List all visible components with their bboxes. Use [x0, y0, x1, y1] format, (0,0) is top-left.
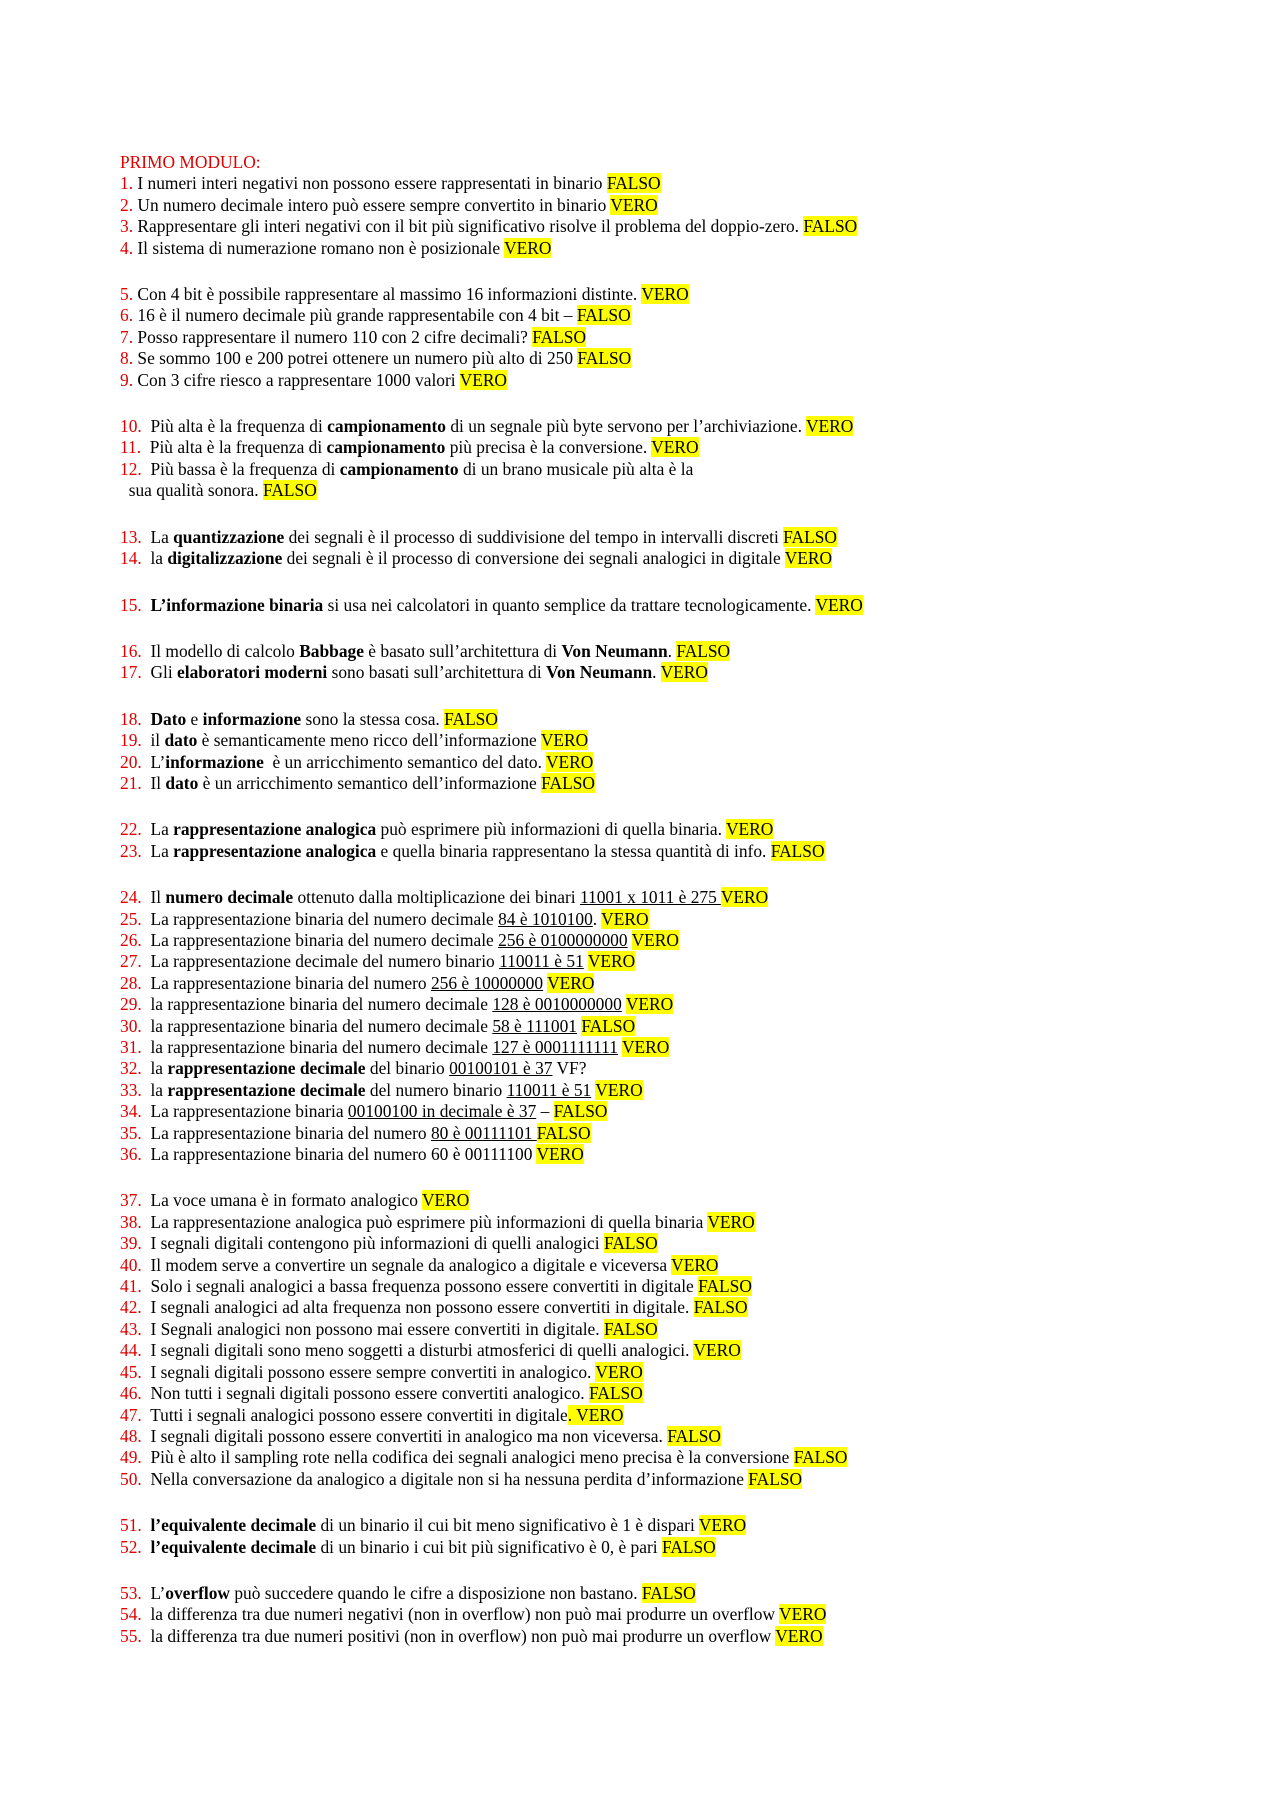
question-text: Il — [141, 772, 166, 793]
question-line — [120, 1101, 1180, 1122]
answer-highlight: FALSO — [770, 840, 825, 861]
question-number: 20. — [120, 751, 142, 772]
question-number: 23. — [120, 840, 142, 861]
bold-term: numero decimale — [165, 887, 294, 908]
question-text: la rappresentazione binaria del numero decimale — [141, 1015, 493, 1036]
question-line — [120, 1058, 1180, 1079]
answer-highlight: VERO — [595, 1361, 643, 1382]
question-text: Se sommo 100 e 200 potrei ottenere un numero più alto di 250 — [133, 348, 578, 369]
bold-term: informazione — [202, 708, 302, 729]
question-text: il — [141, 730, 165, 751]
question-number: 24. — [120, 887, 142, 908]
question-line — [120, 1080, 1180, 1101]
question-text: Solo i segnali analogici a bassa frequenza possono essere convertiti in digitale — [141, 1276, 699, 1297]
question-line — [120, 1604, 1180, 1625]
question-text: del binario — [365, 1058, 450, 1079]
question-text: I segnali digitali possono essere convertiti in analogico ma non viceversa. — [141, 1425, 668, 1446]
group-spacer — [120, 1558, 1180, 1583]
underlined-value: 00100100 in decimale è 37 — [347, 1101, 537, 1122]
question-line — [120, 1515, 1180, 1536]
bold-term: rappresentazione analogica — [173, 840, 377, 861]
question-line — [120, 1583, 1180, 1604]
underlined-value: 80 è 00111101 — [430, 1122, 537, 1143]
question-text: la rappresentazione binaria del numero decimale — [141, 994, 493, 1015]
question-line — [120, 527, 1180, 548]
answer-highlight: FALSO — [577, 348, 632, 369]
question-text: . — [667, 640, 677, 661]
question-number: 52. — [120, 1536, 142, 1557]
question-text: La rappresentazione binaria del numero — [141, 1122, 431, 1143]
question-number: 1. — [120, 173, 134, 194]
question-text: ottenuto dalla moltiplicazione dei binari — [293, 887, 580, 908]
answer-highlight: FALSO — [693, 1297, 748, 1318]
question-number: 31. — [120, 1037, 142, 1057]
question-text: dei segnali è il processo di suddivisione del tempo in intervalli discreti — [284, 526, 784, 547]
question-line — [120, 1319, 1180, 1340]
question-number: 21. — [120, 772, 142, 793]
question-number: 53. — [120, 1582, 142, 1603]
question-number: 6. — [120, 305, 134, 326]
underlined-value: 11001 x 1011 è 275 — [579, 887, 721, 908]
question-text: I Segnali analogici non possono mai essere convertiti in digitale. — [141, 1318, 604, 1339]
bold-term: Dato — [150, 708, 187, 729]
question-text: di un binario il cui bit meno significativo è 1 è dispari — [316, 1515, 699, 1536]
group-spacer — [120, 684, 1180, 709]
question-text: Tutti i segnali analogici possono essere convertiti in digitale — [141, 1404, 568, 1425]
question-number: 46. — [120, 1383, 142, 1404]
question-line — [120, 752, 1180, 773]
answer-highlight: FALSO — [536, 1122, 591, 1143]
bold-term: l’equivalente decimale — [150, 1536, 317, 1557]
bold-term: l’equivalente decimale — [150, 1515, 317, 1536]
question-text: e — [186, 708, 203, 729]
bold-term: digitalizzazione — [167, 548, 283, 569]
question-line — [120, 1340, 1180, 1361]
question-number: 49. — [120, 1447, 142, 1468]
answer-highlight: VERO — [775, 1625, 823, 1646]
answer-highlight: FALSO — [783, 526, 837, 547]
group-spacer — [120, 502, 1180, 527]
question-line — [120, 709, 1180, 730]
question-number: 36. — [120, 1144, 142, 1165]
question-text: e quella binaria rappresentano la stessa quantità di info. — [376, 840, 771, 861]
question-text: La rappresentazione decimale del numero binario — [141, 951, 500, 972]
question-text: sua qualità sonora. — [120, 480, 263, 501]
question-line — [120, 909, 1180, 930]
question-text: I segnali analogici ad alta frequenza non possono essere convertiti in digitale. — [141, 1297, 694, 1318]
question-line — [120, 819, 1180, 840]
question-text: la — [141, 1058, 168, 1079]
question-line — [120, 1297, 1180, 1318]
underlined-value: 256 è 0100000000 — [498, 929, 628, 950]
question-number: 33. — [120, 1079, 142, 1100]
question-line — [120, 595, 1180, 616]
answer-highlight: VERO — [698, 1515, 747, 1536]
question-line — [120, 480, 1180, 501]
underlined-value: 128 è 0010000000 — [492, 994, 622, 1015]
question-text: La rappresentazione binaria del numero 60 è 00111100 — [141, 1144, 537, 1165]
question-text: La — [141, 819, 174, 840]
question-text: può esprimere più informazioni di quella binaria. — [376, 819, 726, 840]
question-number: 39. — [120, 1233, 142, 1254]
question-number: 43. — [120, 1318, 142, 1339]
underlined-value: 84 è 1010100 — [498, 908, 593, 929]
question-text: sono basati sull’architettura di — [327, 662, 547, 683]
bold-term: rappresentazione decimale — [167, 1058, 366, 1079]
answer-highlight: VERO — [779, 1604, 827, 1625]
answer-highlight: VERO — [536, 1144, 584, 1165]
question-text: è basato sull’architettura di — [363, 640, 562, 661]
question-number: 19. — [120, 730, 142, 751]
group-spacer — [120, 616, 1180, 641]
question-text: VF? — [552, 1058, 587, 1079]
answer-highlight: . VERO — [567, 1404, 624, 1425]
answer-highlight: VERO — [726, 819, 774, 840]
question-text: la — [141, 548, 168, 569]
question-text: – — [536, 1101, 554, 1122]
question-text: può succedere quando le cifre a disposizione non bastano. — [229, 1582, 642, 1603]
answer-highlight: VERO — [595, 1079, 643, 1100]
underlined-value: 110011 è 51 — [499, 951, 584, 972]
question-number: 41. — [120, 1276, 142, 1297]
answer-highlight: VERO — [660, 662, 708, 683]
question-line — [120, 238, 1180, 259]
answer-highlight: FALSO — [589, 1383, 643, 1404]
question-number: 22. — [120, 819, 142, 840]
question-number: 44. — [120, 1340, 142, 1361]
question-text: la differenza tra due numeri positivi (non in overflow) non può mai produrre un overflow — [141, 1625, 776, 1646]
answer-highlight: FALSO — [676, 640, 731, 661]
question-text: La rappresentazione binaria del numero — [141, 972, 431, 993]
question-number: 15. — [120, 594, 142, 615]
question-number: 17. — [120, 662, 142, 683]
question-number: 2. — [120, 194, 134, 215]
question-line — [120, 1426, 1180, 1447]
question-text: Il — [141, 887, 166, 908]
question-line — [120, 1144, 1180, 1165]
question-text — [628, 930, 632, 950]
question-text: di un brano musicale più alta è la — [458, 458, 694, 479]
answer-highlight: VERO — [707, 1211, 755, 1232]
bold-term: dato — [165, 772, 199, 793]
question-line — [120, 195, 1180, 216]
underlined-value: 256 è 10000000 — [430, 972, 544, 993]
question-line — [120, 1037, 1180, 1058]
answer-highlight: VERO — [610, 194, 658, 215]
bold-term: rappresentazione analogica — [173, 819, 377, 840]
question-line — [120, 1626, 1180, 1647]
answer-highlight: FALSO — [793, 1447, 848, 1468]
question-line — [120, 1123, 1180, 1144]
answer-highlight: VERO — [631, 929, 679, 950]
question-groups — [120, 173, 1180, 1647]
question-number: 35. — [120, 1122, 142, 1143]
question-line — [120, 730, 1180, 751]
answer-highlight: VERO — [693, 1340, 741, 1361]
bold-term: L’informazione binaria — [150, 594, 324, 615]
question-line — [120, 284, 1180, 305]
answer-highlight: VERO — [784, 548, 833, 569]
question-line — [120, 1016, 1180, 1037]
question-line — [120, 1233, 1180, 1254]
question-text: La rappresentazione binaria del numero decimale — [141, 929, 499, 950]
answer-highlight: VERO — [504, 237, 552, 258]
question-text: Non tutti i segnali digitali possono essere convertiti analogico. — [141, 1383, 589, 1404]
question-text: Un numero decimale intero può essere sempre convertito in binario — [133, 194, 611, 215]
page-title: PRIMO MODULO: — [120, 152, 261, 172]
question-line — [120, 1537, 1180, 1558]
question-line — [120, 348, 1180, 369]
group-spacer — [120, 391, 1180, 416]
question-text: Il sistema di numerazione romano non è posizionale — [133, 237, 505, 258]
answer-highlight: VERO — [641, 284, 689, 305]
question-text: la — [141, 1079, 168, 1100]
question-text: . — [652, 662, 661, 683]
question-line — [120, 1276, 1180, 1297]
document-body — [120, 152, 1180, 1647]
question-text: è un arricchimento semantico dell’informazione — [198, 772, 542, 793]
answer-highlight: FALSO — [576, 305, 631, 326]
answer-highlight: VERO — [805, 416, 854, 437]
question-number: 45. — [120, 1361, 142, 1382]
answer-highlight: FALSO — [698, 1276, 752, 1297]
underlined-value: 58 è 111001 — [492, 1015, 577, 1036]
question-line — [120, 459, 1180, 480]
question-line — [120, 305, 1180, 326]
question-number: 29. — [120, 994, 142, 1015]
answer-highlight: VERO — [540, 730, 589, 751]
question-number: 26. — [120, 929, 142, 950]
underlined-value: 127 è 0001111111 — [492, 1037, 618, 1057]
answer-highlight: VERO — [545, 751, 594, 772]
answer-highlight: VERO — [547, 972, 595, 993]
question-line — [120, 973, 1180, 994]
question-number: 32. — [120, 1058, 142, 1079]
answer-highlight: VERO — [422, 1190, 470, 1211]
answer-highlight: VERO — [621, 1037, 670, 1057]
question-text: è semanticamente meno ricco dell’informazione — [197, 730, 541, 751]
question-line — [120, 437, 1180, 458]
question-text: Con 4 bit è possibile rappresentare al massimo 16 informazioni distinte. — [133, 284, 642, 305]
answer-highlight: FALSO — [641, 1582, 696, 1603]
question-number: 34. — [120, 1101, 142, 1122]
question-number: 4. — [120, 237, 134, 258]
question-line — [120, 1447, 1180, 1468]
question-number: 18. — [120, 708, 142, 729]
question-number: 13. — [120, 526, 142, 547]
answer-highlight: FALSO — [532, 326, 587, 347]
question-line — [120, 887, 1180, 908]
answer-highlight: VERO — [720, 887, 769, 908]
question-text: Gli — [141, 662, 178, 683]
question-text: L’ — [141, 1582, 166, 1603]
bold-term: dato — [164, 730, 198, 751]
question-text: di un binario i cui bit più significativo è 0, è pari — [316, 1536, 662, 1557]
answer-highlight: FALSO — [553, 1101, 608, 1122]
question-number: 12. — [120, 458, 142, 479]
question-text: Il modello di calcolo — [141, 640, 300, 661]
question-line — [120, 216, 1180, 237]
answer-highlight: FALSO — [603, 1233, 658, 1254]
question-line — [120, 994, 1180, 1015]
answer-highlight: FALSO — [262, 480, 317, 501]
question-number: 25. — [120, 908, 142, 929]
question-line — [120, 1255, 1180, 1276]
question-text: Posso rappresentare il numero 110 con 2 cifre decimali? — [133, 326, 533, 347]
answer-highlight: FALSO — [661, 1536, 716, 1557]
question-number: 55. — [120, 1625, 142, 1646]
question-text: La rappresentazione binaria del numero decimale — [141, 908, 499, 929]
question-text: si usa nei calcolatori in quanto semplice da trattare tecnologicamente. — [323, 594, 816, 615]
question-line — [120, 662, 1180, 683]
bold-term: overflow — [165, 1582, 230, 1603]
question-line — [120, 327, 1180, 348]
question-text: Più è alto il sampling rote nella codifica dei segnali analogici meno precisa è la conversione — [141, 1447, 794, 1468]
question-text: di un segnale più byte servono per l’archiviazione. — [446, 416, 806, 437]
question-number: 5. — [120, 284, 134, 305]
question-line — [120, 1405, 1180, 1426]
group-spacer — [120, 259, 1180, 284]
question-line — [120, 173, 1180, 194]
question-line — [120, 841, 1180, 862]
question-number: 16. — [120, 640, 142, 661]
question-number: 11. — [120, 437, 142, 458]
question-line — [120, 951, 1180, 972]
bold-term: rappresentazione decimale — [167, 1079, 366, 1100]
question-text: la differenza tra due numeri negativi (non in overflow) non può mai produrre un overflow — [141, 1604, 780, 1625]
question-number: 27. — [120, 951, 142, 972]
question-text: La rappresentazione binaria — [141, 1101, 348, 1122]
question-line — [120, 773, 1180, 794]
question-number: 48. — [120, 1425, 142, 1446]
question-text: I segnali digitali sono meno soggetti a disturbi atmosferici di quelli analogici. — [141, 1340, 694, 1361]
question-number: 40. — [120, 1254, 142, 1275]
bold-term: Von Neumann — [546, 662, 653, 683]
bold-term: informazione — [165, 751, 264, 772]
question-line — [120, 1212, 1180, 1233]
question-line — [120, 370, 1180, 391]
question-text: I numeri interi negativi non possono essere rappresentati in binario — [133, 173, 607, 194]
question-line — [120, 548, 1180, 569]
answer-highlight: FALSO — [444, 708, 498, 729]
answer-highlight: FALSO — [603, 1318, 658, 1339]
group-spacer — [120, 862, 1180, 887]
question-text: Il modem serve a convertire un segnale da analogico a digitale e viceversa — [141, 1254, 672, 1275]
question-number: 50. — [120, 1468, 142, 1489]
answer-highlight: FALSO — [803, 216, 858, 237]
question-text: sono la stessa cosa. — [301, 708, 445, 729]
question-text: Più bassa è la frequenza di — [141, 458, 340, 479]
question-text: Rappresentare gli interi negativi con il bit più significativo risolve il problema del doppio-zero. — [133, 216, 804, 237]
underlined-value: 110011 è 51 — [506, 1079, 592, 1100]
question-line — [120, 416, 1180, 437]
answer-highlight: FALSO — [581, 1015, 636, 1036]
answer-highlight: FALSO — [541, 772, 595, 793]
question-text: Con 3 cifre riesco a rappresentare 1000 valori — [133, 369, 460, 390]
answer-highlight: FALSO — [606, 173, 661, 194]
bold-term: campionamento — [326, 437, 446, 458]
question-text: 16 è il numero decimale più grande rappresentabile con 4 bit – — [133, 305, 577, 326]
question-line — [120, 1190, 1180, 1211]
question-number: 7. — [120, 326, 134, 347]
question-line — [120, 1362, 1180, 1383]
question-line — [120, 1469, 1180, 1490]
question-text: del numero binario — [365, 1079, 507, 1100]
question-number: 30. — [120, 1015, 142, 1036]
question-text: la rappresentazione binaria del numero decimale — [141, 1037, 493, 1057]
question-text: La — [141, 840, 174, 861]
bold-term: campionamento — [327, 416, 447, 437]
answer-highlight: FALSO — [667, 1425, 721, 1446]
answer-highlight: VERO — [625, 994, 674, 1015]
question-number: 10. — [120, 416, 142, 437]
question-text: L’ — [141, 751, 166, 772]
question-number: 14. — [120, 548, 142, 569]
question-text: più precisa è la conversione. — [445, 437, 652, 458]
bold-term: Von Neumann — [561, 640, 668, 661]
question-number: 8. — [120, 348, 134, 369]
question-text: I segnali digitali possono essere sempre convertiti in analogico. — [141, 1361, 596, 1382]
question-text: dei segnali è il processo di conversione dei segnali analogici in digitale — [282, 548, 785, 569]
group-spacer — [120, 794, 1180, 819]
question-text: La rappresentazione analogica può esprimere più informazioni di quella binaria — [141, 1211, 708, 1232]
question-number: 51. — [120, 1515, 142, 1536]
question-number: 47. — [120, 1404, 142, 1425]
question-line — [120, 1383, 1180, 1404]
bold-term: Babbage — [299, 640, 364, 661]
question-text: I segnali digitali contengono più informazioni di quelli analogici — [141, 1233, 604, 1254]
question-text: è un arricchimento semantico del dato. — [263, 751, 546, 772]
question-text: La — [141, 526, 174, 547]
group-spacer — [120, 1490, 1180, 1515]
group-spacer — [120, 570, 1180, 595]
answer-highlight: VERO — [815, 594, 863, 615]
answer-highlight: VERO — [651, 437, 699, 458]
question-text: Più alta è la frequenza di — [141, 437, 327, 458]
answer-highlight: FALSO — [748, 1468, 803, 1489]
question-line — [120, 641, 1180, 662]
question-number: 38. — [120, 1211, 142, 1232]
question-text: Più alta è la frequenza di — [141, 416, 328, 437]
question-number: 42. — [120, 1297, 142, 1318]
question-number: 54. — [120, 1604, 142, 1625]
question-text: . — [592, 908, 602, 929]
question-line — [120, 930, 1180, 951]
answer-highlight: VERO — [601, 908, 649, 929]
question-number: 3. — [120, 216, 134, 237]
underlined-value: 00100101 è 37 — [449, 1058, 553, 1079]
answer-highlight: VERO — [671, 1254, 719, 1275]
question-number: 28. — [120, 972, 142, 993]
bold-term: quantizzazione — [173, 526, 285, 547]
question-number: 37. — [120, 1190, 142, 1211]
question-number: 9. — [120, 369, 134, 390]
bold-term: elaboratori moderni — [177, 662, 328, 683]
bold-term: campionamento — [339, 458, 459, 479]
question-text: Nella conversazione da analogico a digitale non si ha nessuna perdita d’informazione — [141, 1468, 749, 1489]
answer-highlight: VERO — [587, 951, 636, 972]
group-spacer — [120, 1165, 1180, 1190]
question-text: La voce umana è in formato analogico — [141, 1190, 422, 1211]
answer-highlight: VERO — [459, 369, 507, 390]
